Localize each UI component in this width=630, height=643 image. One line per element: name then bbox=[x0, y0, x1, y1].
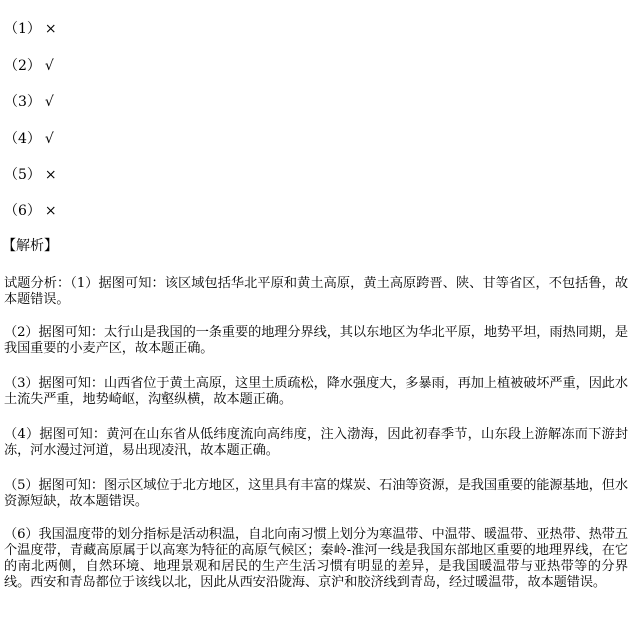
answer-number: （5） bbox=[4, 167, 41, 183]
answer-number: （6） bbox=[4, 203, 41, 219]
answer-item-3 bbox=[4, 94, 54, 110]
cross-mark: × bbox=[44, 167, 57, 183]
cross-mark: × bbox=[44, 21, 57, 37]
analysis-paragraph-1: 试题分析：（1）据图可知：该区域包括华北平原和黄土高原，黄土高原跨晋、陕、甘等省区，不包括鲁，故本题错误。 bbox=[4, 276, 628, 307]
analysis-paragraph-4: （4）据图可知：黄河在山东省从低纬度流向高纬度，注入渤海，因此初春季节，山东段上游解冻而下游封冻，河水漫过河道，易出现凌汛，故本题正确。 bbox=[4, 427, 628, 458]
answer-number: （1） bbox=[4, 21, 41, 37]
answer-item-2 bbox=[4, 58, 54, 74]
check-mark: √ bbox=[44, 94, 54, 110]
answer-item-1 bbox=[4, 21, 57, 37]
analysis-heading: 【解析】 bbox=[2, 238, 58, 254]
answer-item-4 bbox=[4, 131, 54, 147]
analysis-paragraph-2: （2）据图可知：太行山是我国的一条重要的地理分界线，其以东地区为华北平原，地势平坦，雨热同期，是我国重要的小麦产区，故本题正确。 bbox=[4, 325, 628, 356]
answer-number: （2） bbox=[4, 58, 41, 74]
check-mark: √ bbox=[44, 58, 54, 74]
cross-mark: × bbox=[44, 203, 57, 219]
analysis-paragraph-5: （5）据图可知：图示区域位于北方地区，这里具有丰富的煤炭、石油等资源，是我国重要的能源基地，但水资源短缺，故本题错误。 bbox=[4, 478, 628, 509]
answer-number: （3） bbox=[4, 94, 41, 110]
answer-number: （4） bbox=[4, 131, 41, 147]
answer-item-5 bbox=[4, 167, 57, 183]
analysis-paragraph-3: （3）据图可知：山西省位于黄土高原，这里土质疏松，降水强度大，多暴雨，再加上植被破坏严重，因此水土流失严重，地势崎岖，沟壑纵横，故本题正确。 bbox=[4, 376, 628, 407]
analysis-paragraph-6: （6）我国温度带的划分指标是活动积温，自北向南习惯上划分为寒温带、中温带、暖温带、亚热带、热带五个温度带，青藏高原属于以高寒为特征的高原气候区；秦岭-淮河一线是我国东部地区重要的地理界线，在它的南北两侧，自然环境、地理景观和居民的生产生活习惯有明显的差异，是我国暖温带与亚热带等的分界线。西安和青岛都位于该线以北，因此从西安沿陇海、京沪和胶济线到青岛，经过暖温带，故本题错误。 bbox=[4, 527, 628, 590]
check-mark: √ bbox=[44, 131, 54, 147]
answer-item-6 bbox=[4, 203, 57, 219]
